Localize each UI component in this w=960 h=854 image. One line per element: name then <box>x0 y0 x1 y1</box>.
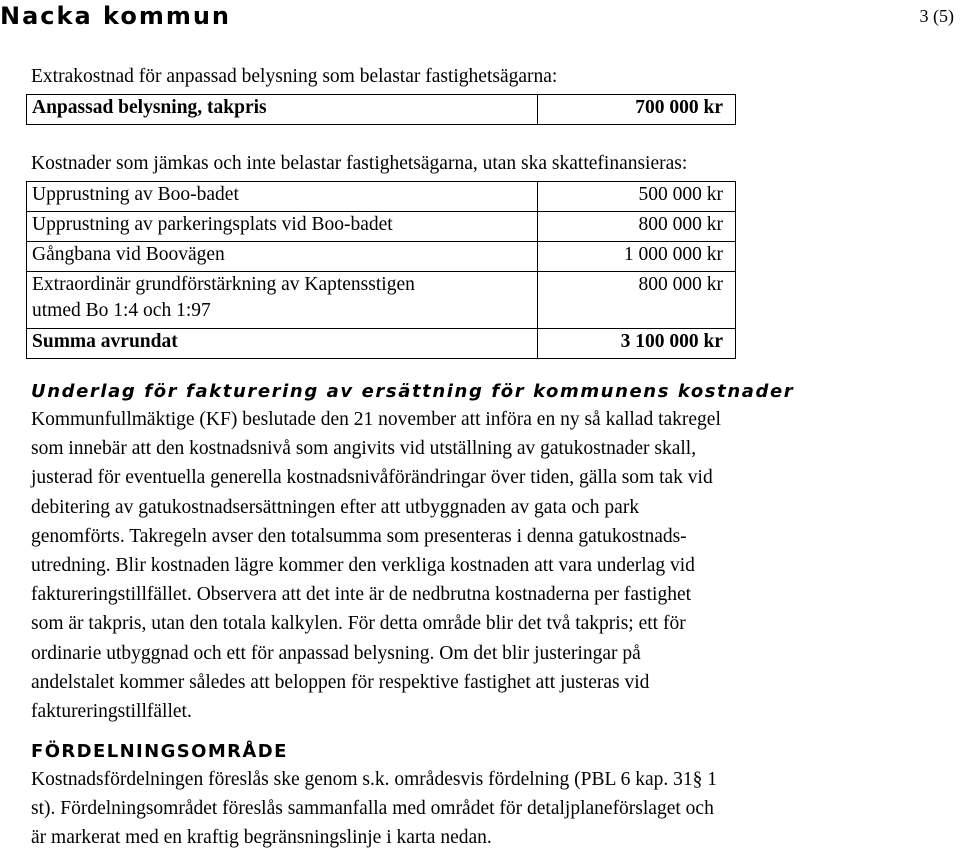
table-row <box>27 329 736 359</box>
paragraph-line: genomförts. Takregeln avser den totalsumma som presenteras i denna gatukostnads- <box>31 525 687 547</box>
paragraph-line: som innebär att den kostnadsnivå som angivits vid utställning av gatukostnader skall, <box>31 438 697 460</box>
paragraph-line: faktureringstillfället. Observera att det inte är de nedbrutna kostnaderna per fastighet <box>31 584 692 606</box>
paragraph-line: Kostnadsfördelningen föreslås ske genom s.k. områdesvis fördelning (PBL 6 kap. 31§ 1 <box>31 769 717 790</box>
paragraph-line: ordinarie utbyggnad och ett för anpassad belysning. Om det blir justeringar på <box>31 642 641 664</box>
table-row <box>27 272 736 329</box>
cost-label: Gångbana vid Boovägen <box>27 242 538 272</box>
lighting-intro: Extrakostnad för anpassad belysning som belastar fastighetsägarna: <box>31 66 558 87</box>
paragraph-line: är markerat med en kraftig begränsningslinje i karta nedan. <box>31 827 492 848</box>
sum-amount: 3 100 000 kr <box>538 329 736 359</box>
cost-label-line-1: Extraordinär grundförstärkning av Kaptensstigen <box>32 274 415 295</box>
costs-intro: Kostnader som jämkas och inte belastar fastighetsägarna, utan ska skattefinansieras: <box>31 153 688 174</box>
paragraph-line: faktureringstillfället. <box>31 701 192 723</box>
cost-amount: 1 000 000 kr <box>538 242 736 272</box>
table-row <box>27 182 736 212</box>
page-number: 3 (5) <box>919 6 954 26</box>
paragraph-line: debitering av gatukostnadsersättningen efter att utbyggnaden av gata och park <box>31 496 640 518</box>
cost-label <box>27 272 538 329</box>
billing-heading: Underlag för fakturering av ersättning för kommunens kostnader <box>31 381 795 402</box>
cost-label-line-2: utmed Bo 1:4 och 1:97 <box>32 300 211 321</box>
paragraph-line: som är takpris, utan den totala kalkylen. För detta område blir det två takpris; ett för <box>31 613 686 635</box>
paragraph-line: justerad för eventuella generella kostnadsnivåförändringar över tiden, gälla som tak vid <box>31 467 713 489</box>
paragraph-line: Kommunfullmäktige (KF) beslutade den 21 november att införa en ny så kallad takregel <box>31 409 721 430</box>
billing-paragraph <box>31 405 721 726</box>
cost-amount: 500 000 kr <box>538 182 736 212</box>
costs-table <box>26 181 736 359</box>
paragraph-line: utredning. Blir kostnaden lägre kommer den verkliga kostnaden att vara underlag vid <box>31 555 695 577</box>
paragraph-line: st). Fördelningsområdet föreslås sammanfalla med området för detaljplaneförslaget och <box>31 798 714 819</box>
cost-amount: 800 000 kr <box>538 212 736 242</box>
lighting-table <box>26 94 736 125</box>
table-row <box>27 212 736 242</box>
cost-label: Upprustning av Boo-badet <box>27 182 538 212</box>
cost-label: Upprustning av parkeringsplats vid Boo-badet <box>27 212 538 242</box>
municipality-title: Nacka kommun <box>0 2 232 30</box>
sum-label: Summa avrundat <box>27 329 538 359</box>
table-row <box>27 95 736 125</box>
table-row <box>27 242 736 272</box>
lighting-amount: 700 000 kr <box>538 95 736 125</box>
distribution-heading: FÖRDELNINGSOMRÅDE <box>31 741 288 762</box>
paragraph-line: andelstalet kommer således att beloppen för respektive fastighet att justeras vid <box>31 671 650 693</box>
distribution-paragraph <box>31 765 717 852</box>
lighting-label: Anpassad belysning, takpris <box>27 95 538 125</box>
cost-amount: 800 000 kr <box>538 272 736 329</box>
